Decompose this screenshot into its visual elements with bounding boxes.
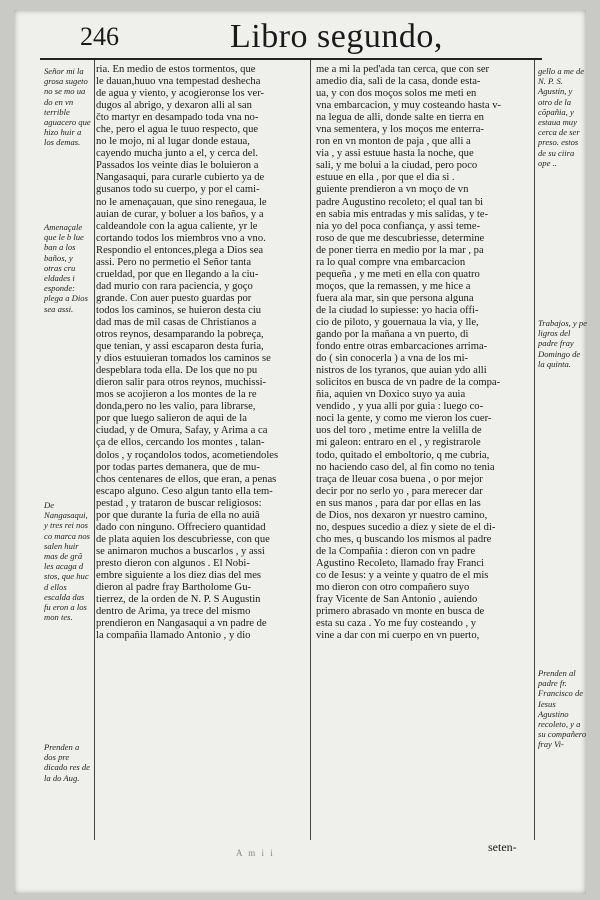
margin-note: Prenden al padre fr. Francisco de Iesus Agustino recoleto, y a su compañero fray Vi- xyxy=(538,668,587,750)
left-margin-rule xyxy=(94,60,95,840)
margin-note: Amenaçale que le b lue ban a los baños, y otras cru eldades i esponde: plega a Dios sea assi. xyxy=(44,222,88,314)
catchword: seten- xyxy=(488,840,517,854)
signature-mark: A m i i xyxy=(236,848,275,858)
text-column-left: ria. En medio de estos tormentos, que le dauan,huuo vna tempestad deshecha de agua y viento, y acogieronse los ver- dugos al abrigo, y dexaron alli al san čto martyr en desampado toda vna no- che, pero el agua le tuuo respecto, que no le mojo, ni al lugar donde estaua, cayendo mucha junto a el, y cerca del. Passados los veinte dias le boluieron a Nangasaqui, para curarle cubierto ya de gusanos todo su cuerpo, y por el cami- no le amenaçauan, que sino renegaua, le auian de curar, y boluer a los baños, y a caldeandole con la agua caliente, yr le cortando todos los miembros vno a vno. Respondio el entonces,plega a Dios sea assi. Pero no permetio el Señor tanta crueldad, por que en llegando a la ciu- dad murio con rara paciencia, y goço grande. Con auer puesto guardas por todos los caminos, se huieron desta ciu dad mas de mil casas de Christianos a otros reynos, desamparando la pobreça, que tenian, y assi escaparon desta furia, y dios estuuieran tomados los caminos se despeblara toda ella. De los que no pu dieron salir para otros reynos, muchissi- mos se acojieron a los montes de la re donda,pero no les valio, para librarse, por que luego salieron de aqui de la ciudad, y de Omura, Safay, y Arima a ca ça de ellos, cercando los montes , talan- dolos , y roçandolos todos, acometiendoles por todas partes demanera, que de mu- chos centenares de ellos, que eran, a penas escapo alguno. Ceso algun tanto ella tem- pestad , y trataron de buscar religiosos: por que durante la furia de ella no auiâ dado con ninguno. Offreciero quantidad de plata aquien los descubriesse, con que se animaron muchos a buscarlos , y assi presto dieron con algunos . El Nobi- embre siguiente a los diez dias del mes dieron al padre fray Bartholome Gu- tierrez, de la orden de N. P. S Augustin dentro de Arima, ya trece del mismo prendieron en Nangasaqui a vn padre de la compañia llamado Antonio , y dio xyxy=(96,64,279,642)
running-title: Libro segundo, xyxy=(230,18,443,55)
header-rule xyxy=(40,58,542,60)
text-column-right: me a mi la ped'ada tan cerca, que con ser amedio dia, sali de la casa, donde esta- ua, y con dos moços solos me meti en vna embarcacion, y muy costeando hasta v- na legua de alli, donde salte en tierra en vna sementera, y los moços me enterra- ron en vn monton de paja , que alli a via , y assi estuue hasta la noche, que sali, y me bolui a la ciudad, pero poco estuue en ella , por que el dia si . guiente prendieron a vn moço de vn padre Augustino recoleto; el qual tan bi en sabia mis entradas y mis salidas, y te- nia yo del poca confiança, y assi teme- roso de que me descubriesse, determine de poner tierra en medio por la mar , pa ra lo qual compre vna embarcacion pequeña , y me meti en ella con quatro moços, que la remassen, y me hice a fuera ala mar, sin que persona alguna de la ciudad lo supiesse: yo hacia offi- cio de piloto, y gouernaua la via, y lle, gando por la mañana a vn puerto, di fondo entre otras embarcaciones arrima- do ( sin conocerla ) a vna de los mi- nistros de los tyranos, que auian ydo alli solicitos en busca de vn padre de la compa- ñia, aquien vn Doxico suyo ya auia vendido , y yua alli por guia : luego co- noci la gente, y como me vieron los cuer- uos del toro , metime entre la velilla de mi galeon: entraro en el , y registrarole todo, quitado el emboltorio, q me cubria, no haciendo caso del, al fin como no tenia traça de lleuar cosa buena , o por mejor decir por no serlo yo , para merecer dar en sus manos , para dar por ellas en las de Dios, nos dexaron yr nuestro camino, no, despues sucedio a diez y siete de el di- cho mes, q buscando los mismos al padre de la Compañia : dieron con vn padre Agustino Recoleto, llamado fray Franci co de Iesus: y a veinte y quatro de el mis mo dieron con otro compañero suyo fray Vicente de San Antonio , auiendo primero abrasado vn monte en busca de esta su caza . Yo me fuy costeando , y vine a dar con mi cuerpo en vn puerto, xyxy=(316,64,502,642)
margin-note: gello a me de N. P. S. Agustin, y otro de la cõpañia, y estaua muy cerca de ser preso. estos de su ciira ope .. xyxy=(538,66,585,168)
page-number: 246 xyxy=(80,22,119,51)
margin-note: De Nangasaqui, y tres rei nos co marca nos salen huir mas de grã les acaga d stos, que huc d ellos escalda das fu eron a los mon tes. xyxy=(44,500,90,623)
margin-note: Señor mi la grosa sugeto no se mo ua do en vn terrible aguacero que hizo huir a los demas. xyxy=(44,66,91,148)
margin-note: Prenden a dos pre dicado res de la do Aug. xyxy=(44,742,90,783)
column-divider xyxy=(310,60,311,840)
page-header xyxy=(0,16,600,56)
right-margin-rule xyxy=(534,60,535,840)
margin-note: Trabajos, y pe ligros del padre fray Domingo de la quinta. xyxy=(538,318,587,369)
